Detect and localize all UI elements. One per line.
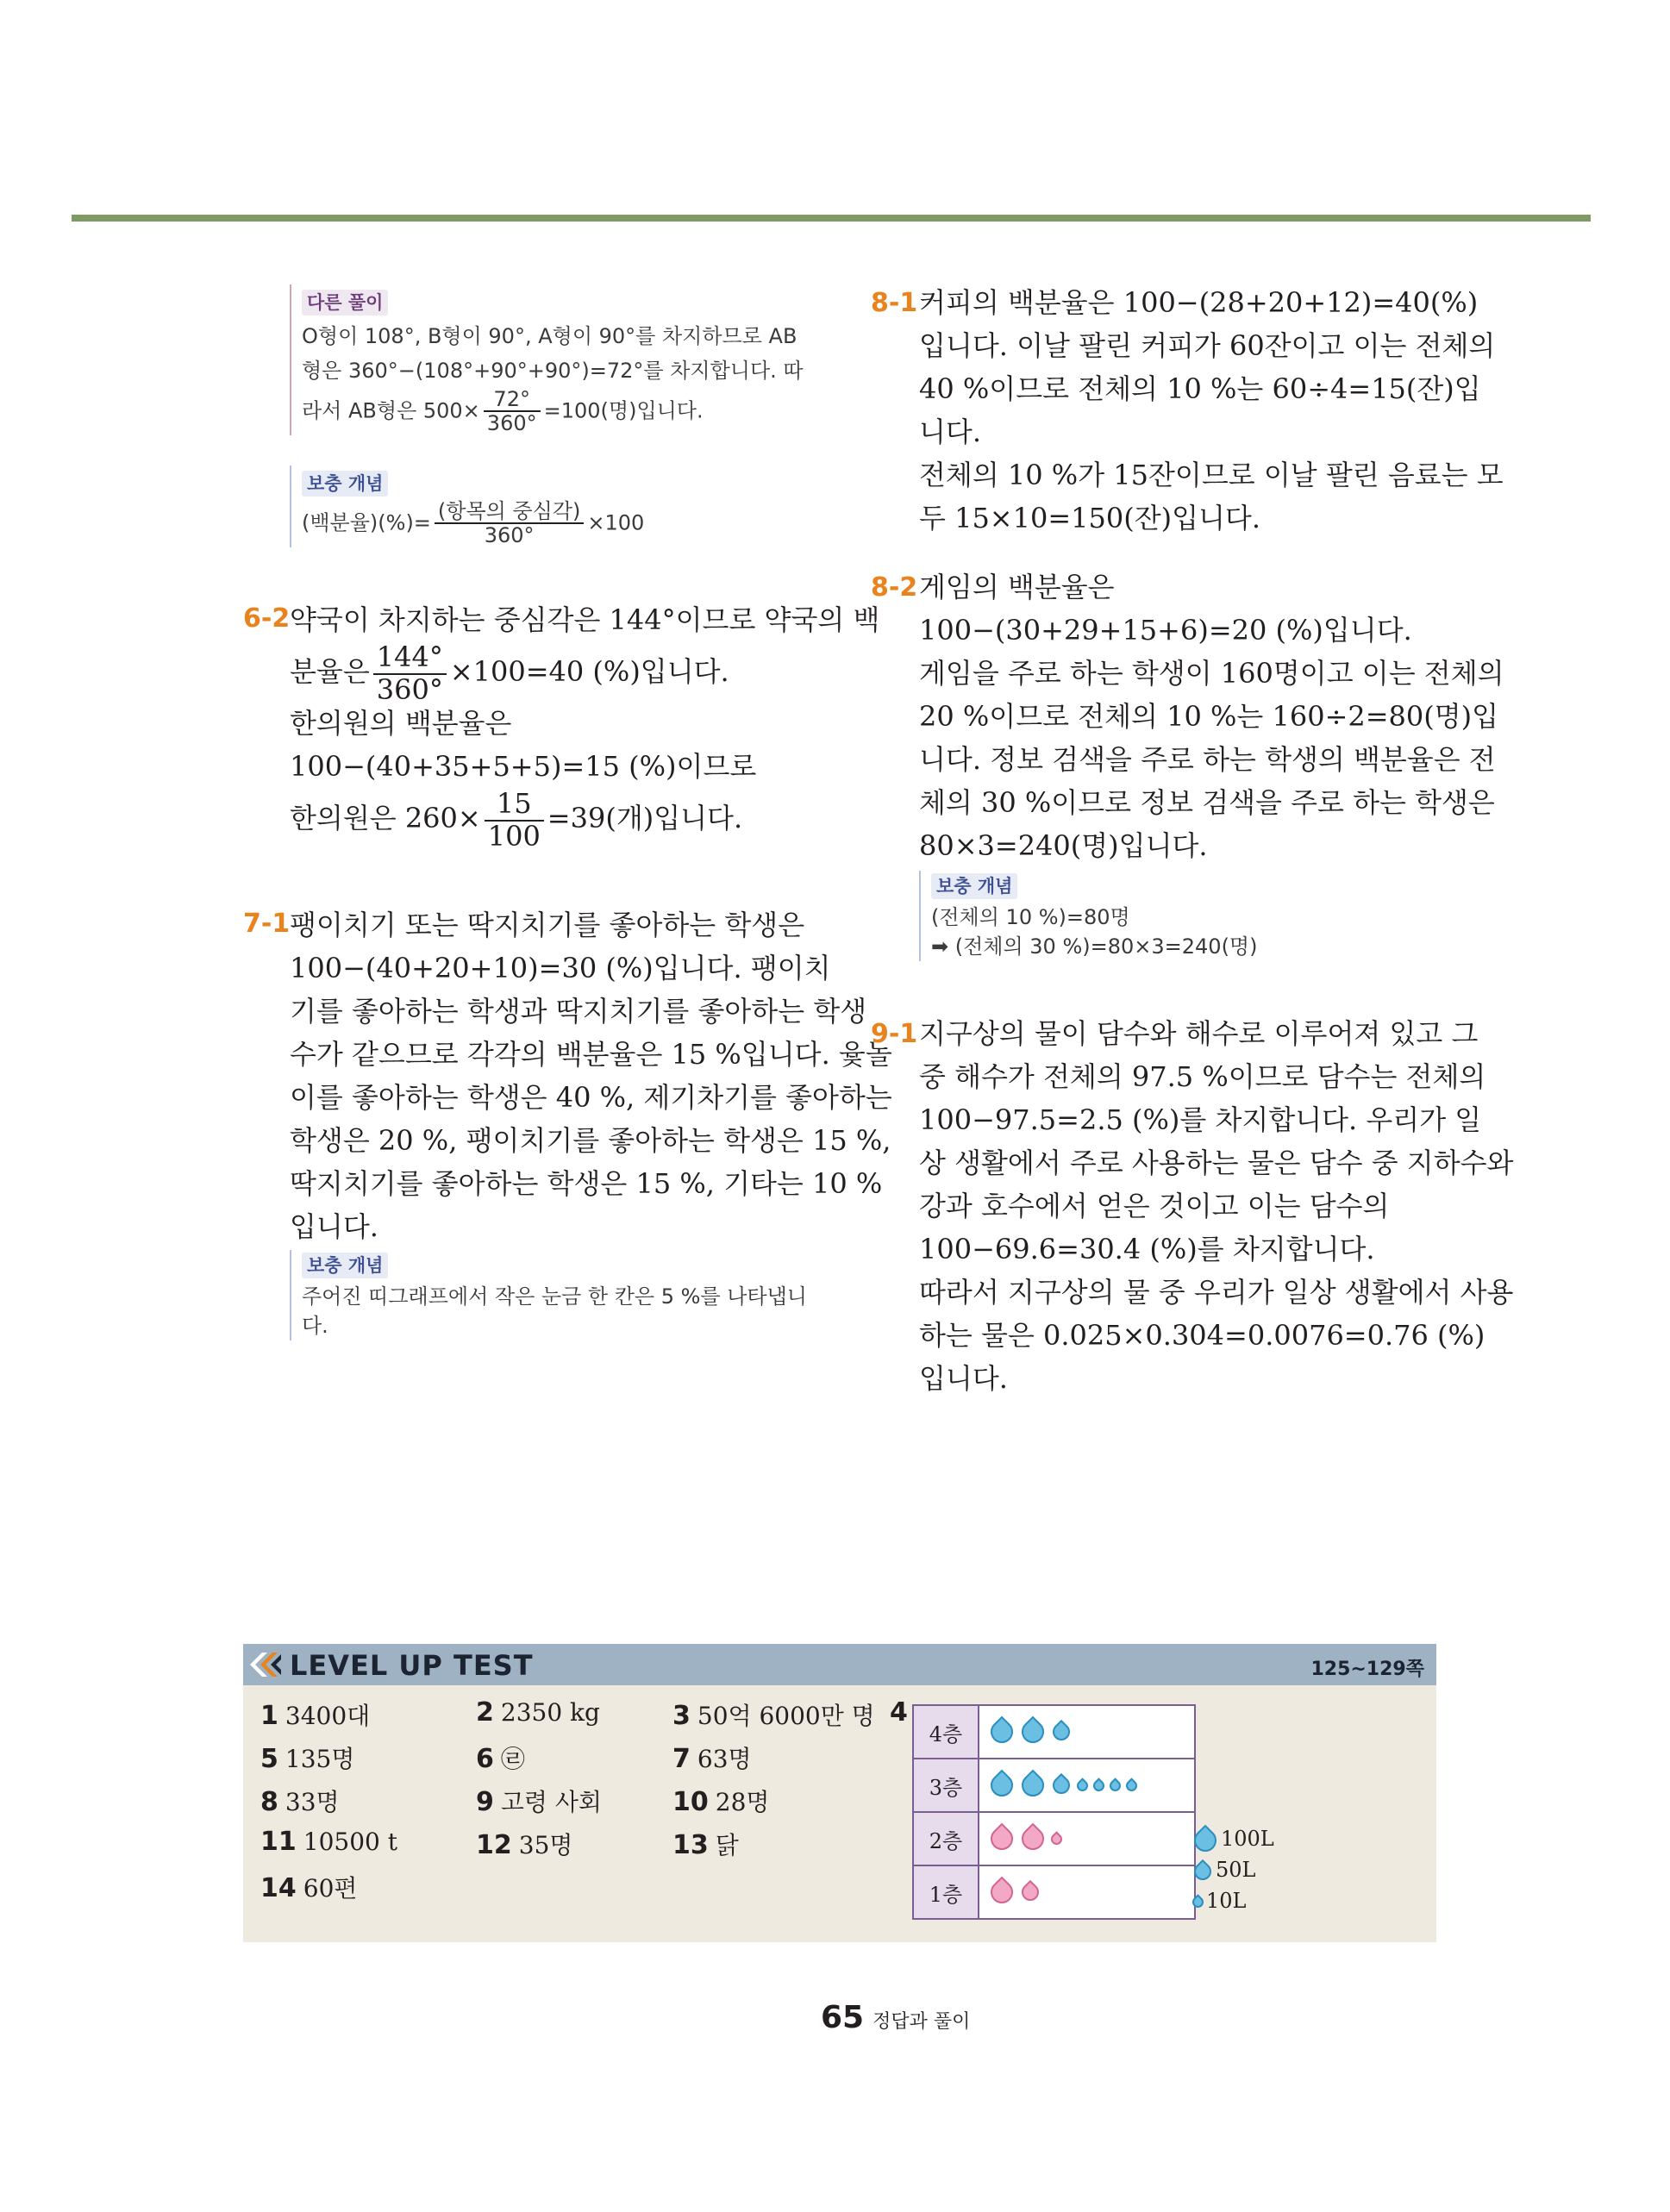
level-up-header [243,1644,1436,1685]
problem-line: 하는 물은 0.025×0.304=0.0076=0.76 (%) [919,1319,1485,1352]
drop-icon [986,1716,1018,1748]
problem-line: 중 해수가 전체의 97.5 %이므로 담수는 전체의 [919,1060,1486,1093]
page-number: 65 [821,2000,865,2035]
fraction: $\frac{72^\circ}{360^\circ}$ [484,388,541,435]
concept-note: 보충 개념 (전체의 10 %)=80명 ➡ (전체의 30 %)=80×3=240(명) [919,871,1466,961]
problem-number: 8-2 [871,572,918,603]
pictograph-row [913,1812,1195,1865]
floor-label: 4층 [913,1705,979,1759]
floor-drops [979,1865,1195,1919]
problem-line: 상 생활에서 주로 사용하는 물은 담수 중 지하수와 [919,1147,1514,1179]
drop-icon [1190,1824,1222,1856]
problem-9-1 [919,1012,1514,1400]
concept-note: 보충 개념 주어진 띠그래프에서 작은 눈금 한 칸은 5 %를 나타냅니 다. [290,1250,836,1340]
problem-line: 팽이치기 또는 딱지치기를 좋아하는 학생은 [290,909,805,941]
note-tag: 보충 개념 [931,873,1017,899]
drop-icon [986,1823,1018,1855]
problem-number: 8-1 [871,288,918,318]
answer-item: 6 ㉣ [476,1744,525,1774]
problem-line: 이를 좋아하는 학생은 40 %, 제기차기를 좋아하는 [290,1081,892,1114]
floor-drops [979,1705,1195,1759]
floor-drops [979,1759,1195,1812]
answer-item: 14 60편 [260,1873,358,1903]
alt-solution-note: 다른 풀이 O형이 108°, B형이 90°, A형이 90°를 차지하므로 AB 형은 360°−(108°+90°+90°)=72°를 차지합니다. 따 라서 AB형은 500× $\frac{72^\circ}{360^\circ}$ =100(명)입니다. [290,284,836,435]
drop-icon [1049,1720,1073,1744]
problem-line: 입니다. [290,1210,378,1243]
drop-icon [1191,1859,1215,1883]
answer-item: 1 3400대 [260,1701,371,1731]
answer-item: 9 고령 사회 [476,1787,602,1817]
answer-4-number: 4 [890,1697,908,1728]
problem-line: 강과 호수에서 얻은 것이고 이는 담수의 [919,1190,1390,1222]
answer-item: 12 35명 [476,1830,573,1860]
page-range: 125~129쪽 [1310,1659,1424,1680]
pictograph-legend: 100L 50L 10L [1190,1823,1274,1916]
problem-line: 니다. [919,416,981,448]
problem-line: 게임의 백분율은 [919,571,1115,603]
answer-item: 11 10500 t [260,1827,397,1857]
answer-item: 3 50억 6000만 명 [672,1701,875,1731]
level-up-title: LEVEL UP TEST [290,1649,534,1682]
problem-6-2: 약국이 차지하는 중심각은 144°이므로 약국의 백 분율은 $\frac{144^\circ}{360^\circ}$ ×100=40 (%)입니다. 한의원의 백분율은 100−(40+35+5+5)=15 (%)이므로 한의원은 260× $\frac{15}{100}$ =39(개)입니다. [290,603,880,853]
floor-label: 3층 [913,1759,979,1812]
answer-item: 5 135명 [260,1744,355,1774]
problem-line: 지구상의 물이 담수와 해수로 이루어져 있고 그 [919,1017,1479,1050]
drop-icon [986,1770,1018,1802]
problem-8-1 [919,281,1504,540]
level-up-answers [243,1685,1436,1942]
answer-item: 2 2350 kg [476,1697,600,1728]
answer-item: 13 닭 [672,1830,739,1860]
problem-8-2 [919,565,1504,867]
footer-label: 정답과 풀이 [873,2011,971,2033]
drop-icon [1107,1778,1123,1793]
problem-line: 입니다. [919,1362,1008,1395]
problem-line: 80×3=240(명)입니다. [919,829,1208,862]
problem-line: 전체의 10 %가 15잔이므로 이날 팔린 음료는 모 [919,459,1504,491]
note-tag: 보충 개념 [302,1253,388,1278]
answer-item: 8 33명 [260,1787,340,1817]
pictograph-row [913,1865,1195,1919]
problem-line: 수가 같으므로 각각의 백분율은 15 %입니다. 윷놀 [290,1038,892,1071]
problem-line: 체의 30 %이므로 정보 검색을 주로 하는 학생은 [919,786,1495,819]
problem-number: 9-1 [871,1019,918,1049]
drop-icon [1049,1773,1073,1797]
page-footer [821,2000,970,2035]
fraction: $\frac{15}{100}$ [485,789,544,851]
drop-icon [1091,1778,1106,1793]
drop-icon [1017,1716,1049,1748]
problem-line: 학생은 20 %, 팽이치기를 좋아하는 학생은 15 %, [290,1124,891,1157]
chevron-logo-icon [247,1646,285,1684]
problem-line: 커피의 백분율은 100−(28+20+12)=40(%) [919,286,1479,319]
drop-icon [1123,1778,1139,1793]
drop-icon [1074,1778,1090,1793]
problem-line: 100−(30+29+15+6)=20 (%)입니다. [919,614,1412,647]
concept-note: 보충 개념 (백분율)(%)= $\frac{\text{(항목의 중심각)}}{360^\circ}$ ×100 [290,466,836,547]
problem-number: 6-2 [243,603,291,634]
problem-line: 100−97.5=2.5 (%)를 차지합니다. 우리가 일 [919,1103,1482,1136]
problem-line: 40 %이므로 전체의 10 %는 60÷4=15(잔)입 [919,372,1481,405]
answer-item: 10 28명 [672,1787,770,1817]
drop-icon [1190,1894,1205,1909]
fraction: $\frac{144^\circ}{360^\circ}$ [373,642,447,704]
drop-icon [1048,1831,1064,1846]
drop-icon [1017,1823,1049,1855]
problem-line: 딱지치기를 좋아하는 학생은 15 %, 기타는 10 % [290,1167,883,1200]
pictograph-row [913,1705,1195,1759]
drop-icon [1017,1770,1049,1802]
problem-7-1 [290,903,892,1248]
drop-icon [986,1877,1018,1909]
problem-line: 니다. 정보 검색을 주로 하는 학생의 백분율은 전 [919,743,1496,776]
problem-line: 입니다. 이날 팔린 커피가 60잔이고 이는 전체의 [919,329,1496,362]
drop-icon [1018,1880,1042,1904]
problem-line: 20 %이므로 전체의 10 %는 160÷2=80(명)입 [919,700,1499,733]
problem-number: 7-1 [243,909,291,939]
pictograph-row [913,1759,1195,1812]
floor-drops [979,1812,1195,1865]
floor-label: 2층 [913,1812,979,1865]
note-tag: 다른 풀이 [302,290,388,316]
answer-item: 7 63명 [672,1744,752,1774]
floor-label: 1층 [913,1865,979,1919]
problem-line: 100−69.6=30.4 (%)를 차지합니다. [919,1233,1375,1265]
pictograph-table [912,1704,1196,1920]
problem-line: 따라서 지구상의 물 중 우리가 일상 생활에서 사용 [919,1276,1514,1309]
note-tag: 보충 개념 [302,471,388,497]
header-rule [72,215,1591,222]
problem-line: 100−(40+20+10)=30 (%)입니다. 팽이치 [290,952,831,984]
fraction: $\frac{\text{(항목의 중심각)}}{360^\circ}$ [435,500,584,547]
problem-line: 두 15×10=150(잔)입니다. [919,502,1261,534]
problem-line: 게임을 주로 하는 학생이 160명이고 이는 전체의 [919,657,1504,690]
problem-line: 기를 좋아하는 학생과 딱지치기를 좋아하는 학생 [290,995,867,1028]
